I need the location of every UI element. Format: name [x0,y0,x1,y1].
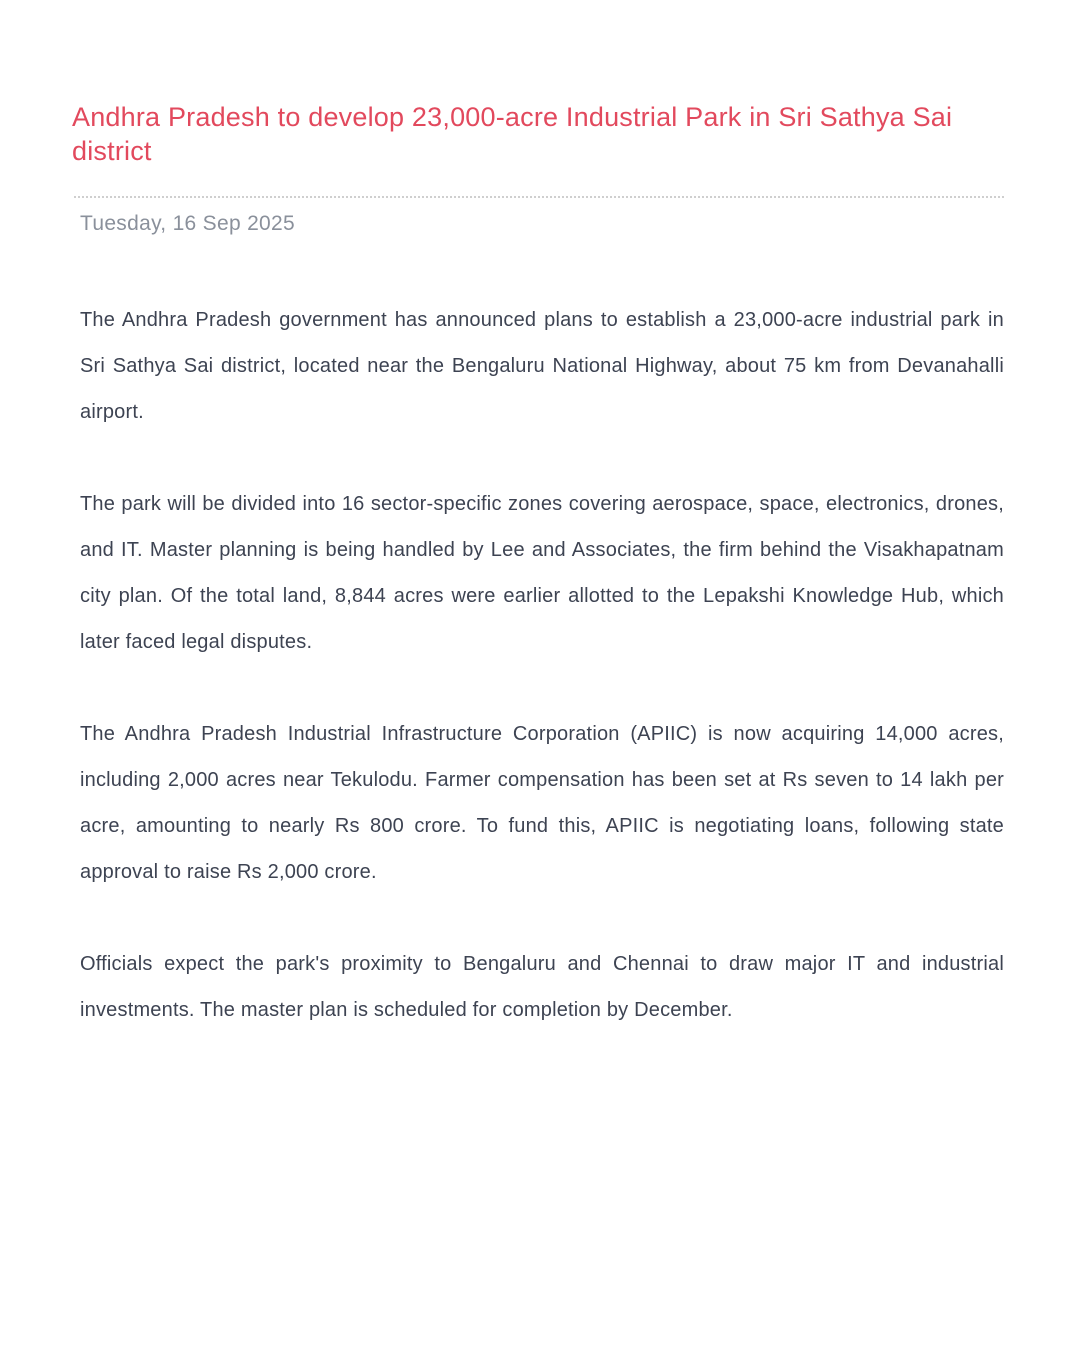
article-paragraph: The Andhra Pradesh government has announced plans to establish a 23,000-acre industrial park in Sri Sathya Sai district, located near the Bengaluru National Highway, about 75 km from Devanahalli airport. [80,309,1004,423]
article-paragraph: The park will be divided into 16 sector-specific zones covering aerospace, space, electronics, drones, and IT. Master planning is being handled by Lee and Associates, the firm behind the Visakhapatnam city plan. Of the total land, 8,844 acres were earlier allotted to the Lepakshi Knowledge Hub, which later faced legal disputes. [80,493,1004,653]
article-date: Tuesday, 16 Sep 2025 [80,212,295,235]
article-paragraph: Officials expect the park's proximity to Bengaluru and Chennai to draw major IT and industrial investments. The master plan is scheduled for completion by December. [80,953,1004,1021]
article-paragraph: The Andhra Pradesh Industrial Infrastructure Corporation (APIIC) is now acquiring 14,000 acres, including 2,000 acres near Tekulodu. Farmer compensation has been set at Rs seven to 14 lakh per acre, amounting to nearly Rs 800 crore. To fund this, APIIC is negotiating loans, following state approval to raise Rs 2,000 crore. [80,723,1004,883]
article-title-link[interactable]: Andhra Pradesh to develop 23,000-acre Industrial Park in Sri Sathya Sai district [72,102,953,166]
article-body [80,297,1004,1033]
